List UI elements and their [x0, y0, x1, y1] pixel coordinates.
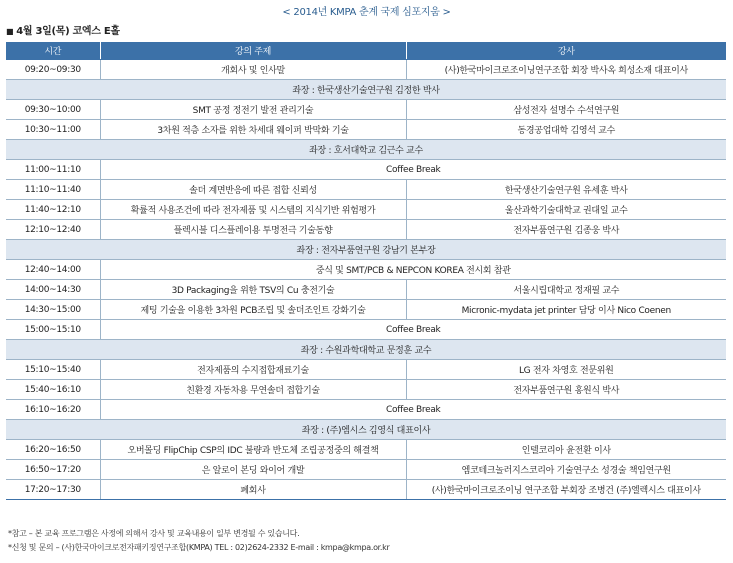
row-topic: 친환경 자동차용 무연솔더 접합기술 — [100, 380, 406, 400]
schedule-table — [6, 42, 726, 500]
session-row — [6, 440, 726, 460]
chair-label: 좌장 : 전자부품연구원 강남기 본부장 — [6, 240, 726, 260]
session-row — [6, 120, 726, 140]
break-row — [6, 160, 726, 180]
note-reference: *참고 – 본 교육 프로그램은 사정에 의해서 강사 및 교육내용이 일부 변경될 수 있습니다. — [8, 529, 300, 538]
chair-row — [6, 80, 726, 100]
header-topic: 강의 주제 — [100, 42, 406, 60]
row-speaker: 삼성전자 설명수 수석연구원 — [406, 100, 726, 120]
break-label: Coffee Break — [100, 160, 726, 180]
row-speaker: 한국생산기술연구원 유세훈 박사 — [406, 180, 726, 200]
row-speaker: 엠코테크놀러지스코리아 기술연구소 성경술 책임연구원 — [406, 460, 726, 480]
note-contact: *신청 및 문의 – (사)한국마이크로전자패키징연구조합(KMPA) TEL : 02)2624-2332 E-mail : kmpa@kmpa.or.kr — [8, 543, 390, 552]
chair-label: 좌장 : 호서대학교 김근수 교수 — [6, 140, 726, 160]
row-time: 11:40~12:10 — [6, 200, 100, 220]
session-row — [6, 280, 726, 300]
session-row — [6, 360, 726, 380]
break-label: Coffee Break — [100, 400, 726, 420]
square-bullet-icon: ■ — [6, 27, 14, 36]
row-speaker: 전자부품연구원 김종웅 박사 — [406, 220, 726, 240]
break-row — [6, 260, 726, 280]
row-topic: 폐회사 — [100, 480, 406, 500]
row-time: 15:40~16:10 — [6, 380, 100, 400]
row-time: 14:00~14:30 — [6, 280, 100, 300]
row-topic: 제팅 기술을 이용한 3차원 PCB조립 및 솔더조인트 강화기술 — [100, 300, 406, 320]
session-row — [6, 220, 726, 240]
row-time: 09:20~09:30 — [6, 60, 100, 80]
row-time: 16:10~16:20 — [6, 400, 100, 420]
row-speaker: Micronic-mydata jet printer 담당 이사 Nico Coenen — [406, 300, 726, 320]
header-speaker: 강사 — [406, 42, 726, 60]
row-time: 14:30~15:00 — [6, 300, 100, 320]
row-topic: 3차원 적층 소자를 위한 차세대 웨이퍼 박막화 기술 — [100, 120, 406, 140]
chair-label: 좌장 : (주)엠시스 김영식 대표이사 — [6, 420, 726, 440]
break-label: Coffee Break — [100, 320, 726, 340]
row-topic: SMT 공정 정전기 발전 관리기술 — [100, 100, 406, 120]
row-speaker: 인텔코리아 윤전환 이사 — [406, 440, 726, 460]
row-time: 15:00~15:10 — [6, 320, 100, 340]
session-row — [6, 180, 726, 200]
chair-label: 좌장 : 한국생산기술연구원 김정한 박사 — [6, 80, 726, 100]
row-speaker: (사)한국마이크로조이닝 연구조합 부회장 조병건 (주)엘렉시스 대표이사 — [406, 480, 726, 500]
row-time: 12:10~12:40 — [6, 220, 100, 240]
session-row — [6, 60, 726, 80]
row-speaker: 울산과학기술대학교 권대일 교수 — [406, 200, 726, 220]
session-row — [6, 300, 726, 320]
notes — [8, 527, 389, 555]
row-topic: 은 알로이 본딩 와이어 개발 — [100, 460, 406, 480]
row-topic: 전자제품의 수지접합재료기술 — [100, 360, 406, 380]
row-topic: 플렉시블 디스플레이용 투명전극 기술동향 — [100, 220, 406, 240]
row-speaker: (사)한국마이크로조이닝연구조합 회장 박사옥 희성소재 대표이사 — [406, 60, 726, 80]
row-time: 17:20~17:30 — [6, 480, 100, 500]
row-time: 11:10~11:40 — [6, 180, 100, 200]
row-topic: 3D Packaging을 위한 TSV의 Cu 충전기술 — [100, 280, 406, 300]
session-row — [6, 380, 726, 400]
session-row — [6, 200, 726, 220]
section-date-venue: 4월 3일(목) 코엑스 E홀 — [16, 26, 120, 37]
row-speaker: 서울시립대학교 정재필 교수 — [406, 280, 726, 300]
page-title: < 2014년 KMPA 춘계 국제 심포지움 > — [282, 7, 451, 18]
row-time: 11:00~11:10 — [6, 160, 100, 180]
session-row — [6, 460, 726, 480]
row-time: 16:50~17:20 — [6, 460, 100, 480]
row-time: 12:40~14:00 — [6, 260, 100, 280]
row-speaker: LG 전자 차영호 전문위원 — [406, 360, 726, 380]
break-label: 중식 및 SMT/PCB & NEPCON KOREA 전시회 참관 — [100, 260, 726, 280]
schedule-body — [6, 60, 726, 500]
table-header-row — [6, 42, 726, 60]
row-topic: 오버몰딩 FlipChip CSP의 IDC 불량과 반도체 조립공정중의 해결책 — [100, 440, 406, 460]
row-speaker: 전자부품연구원 홍원식 박사 — [406, 380, 726, 400]
row-speaker: 동경공업대학 김영석 교수 — [406, 120, 726, 140]
session-row — [6, 100, 726, 120]
chair-label: 좌장 : 수원과학대학교 문정훈 교수 — [6, 340, 726, 360]
row-topic: 확률적 사용조건에 따라 전자제품 및 시스템의 지식기반 위험평가 — [100, 200, 406, 220]
chair-row — [6, 420, 726, 440]
break-row — [6, 320, 726, 340]
header-time: 시간 — [6, 42, 100, 60]
row-topic: 솔더 계면반응에 따른 접합 신뢰성 — [100, 180, 406, 200]
section-heading — [6, 22, 120, 37]
row-time: 10:30~11:00 — [6, 120, 100, 140]
chair-row — [6, 240, 726, 260]
chair-row — [6, 340, 726, 360]
row-time: 15:10~15:40 — [6, 360, 100, 380]
chair-row — [6, 140, 726, 160]
row-time: 09:30~10:00 — [6, 100, 100, 120]
break-row — [6, 400, 726, 420]
row-topic: 개회사 및 인사말 — [100, 60, 406, 80]
row-time: 16:20~16:50 — [6, 440, 100, 460]
session-row — [6, 480, 726, 500]
